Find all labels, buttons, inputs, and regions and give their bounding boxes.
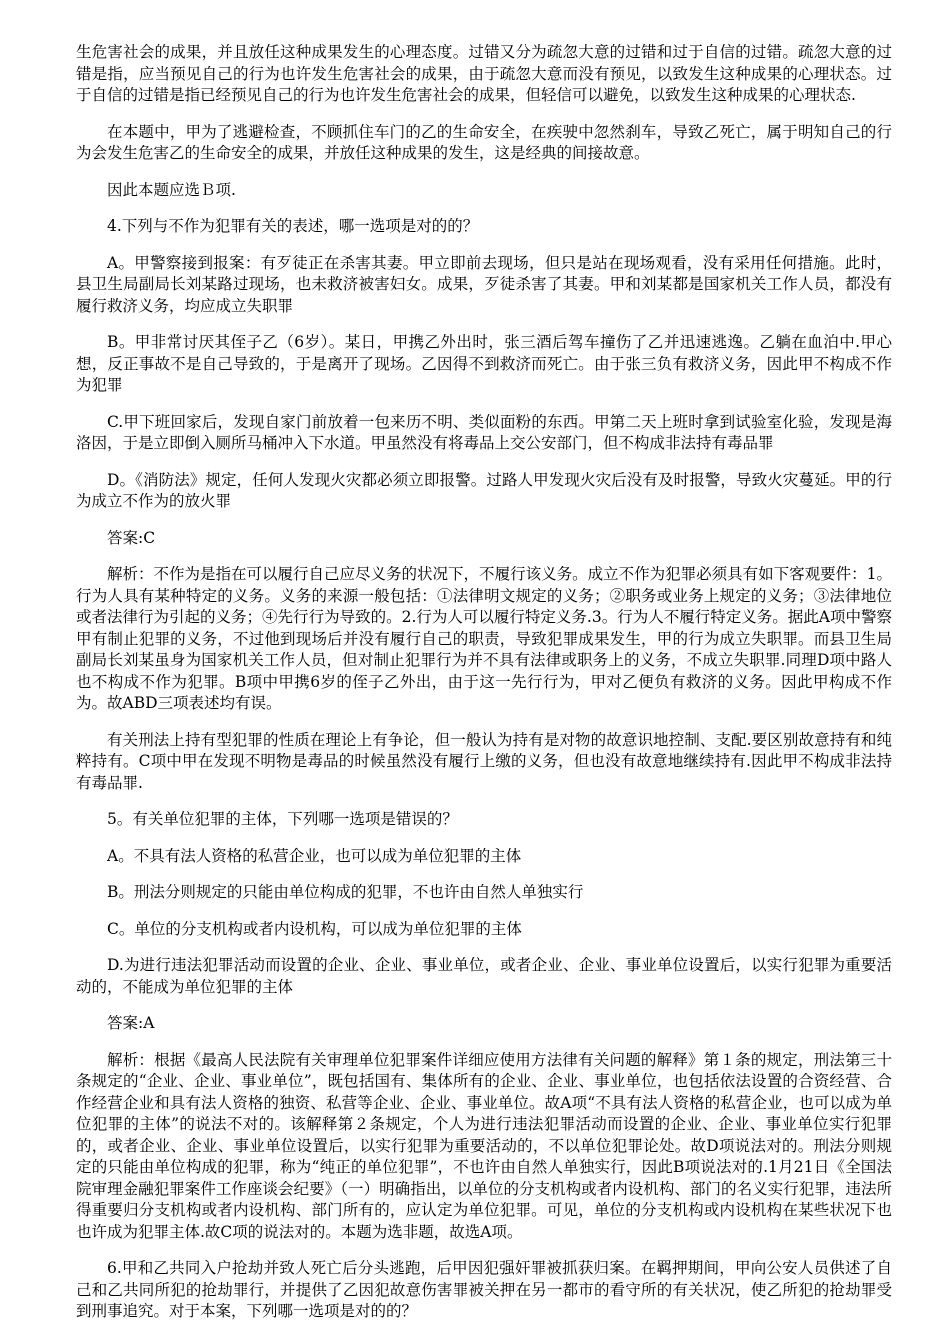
question-5-stem: 5。有关单位犯罪的主体，下列哪一选项是错误的？ bbox=[107, 810, 458, 828]
question-4-option-a: A。甲警察接到报案：有歹徒正在杀害其妻。甲立即前去现场，但只是站在现场观看，没有采用任何措施。此时，县卫生局副局长刘某路过现场，也未救济被害妇女。成果，歹徒杀害了其妻。甲和刘某都是国家机关工作人员，都没有履行救济义务，均应成立失职罪 bbox=[76, 253, 892, 315]
question-6-stem: 6.甲和乙共同入户抢劫并致人死亡后分头逃跑，后甲因犯强奸罪被抓获归案。在羁押期间，甲向公安人员供述了自己和乙共同所犯的抢劫罪行，并提供了乙因犯故意伤害罪被关押在另一都市的看守所的有关状况，使乙所犯的抢劫罪受到刑事追究。对于本案，下列哪一选项是对的的？ bbox=[76, 1259, 892, 1320]
question-4-option-b: B。甲非常讨厌其侄子乙（6岁）。某日，甲携乙外出时，张三酒后驾车撞伤了乙并迅速逃逸。乙躺在血泊中.甲心想，反正事故不是自己导致的，于是离开了现场。乙因得不到救济而死亡。由于张三负有救济义务，因此甲不构成不作为犯罪 bbox=[76, 333, 892, 394]
paragraph-fault-definition: 生危害社会的成果，并且放任这种成果发生的心理态度。过错又分为疏忽大意的过错和过于自信的过错。疏忽大意的过错是指，应当预见自己的行为也许发生危害社会的成果，由于疏忽大意而没有预见，以致发生这种成果的心理状态。过于自信的过错是指已经预见自己的行为也许发生危害社会的成果，但轻信可以避免，以致发生这种成果的心理状态. bbox=[76, 43, 892, 104]
paragraph-conclusion-b: 因此本题应选Ｂ项. bbox=[107, 180, 236, 199]
question-4-answer: 答案:C bbox=[107, 528, 156, 547]
paragraph-indirect-intent-analysis: 在本题中，甲为了逃避检查，不顾抓住车门的乙的生命安全，在疾驶中忽然刹车，导致乙死亡，属于明知自己的行为会发生危害乙的生命安全的成果，并放任这种成果的发生，这是经典的间接故意。 bbox=[76, 122, 892, 162]
question-4-option-d: D。《消防法》规定，任何人发现火灾都必须立即报警。过路人甲发现火灾后没有及时报警，导致火灾蔓延。甲的行为成立不作为的放火罪 bbox=[76, 470, 892, 510]
question-4-analysis-continued: 有关刑法上持有型犯罪的性质在理论上有争论，但一般认为持有是对物的故意识地控制、支配.要区别故意持有和纯粹持有。C项中甲在发现不明物是毒品的时候虽然没有履行上缴的义务，但也没有故意地继续持有.因此甲不构成非法持有毒品罪. bbox=[76, 730, 892, 792]
question-5-option-c: C。单位的分支机构或者内设机构，可以成为单位犯罪的主体 bbox=[107, 919, 522, 938]
question-4-option-c: C.甲下班回家后，发现自家门前放着一包来历不明、类似面粉的东西。甲第二天上班时拿到试验室化验，发现是海洛因，于是立即倒入厕所马桶冲入下水道。甲虽然没有将毒品上交公安部门，但不构成非法持有毒品罪 bbox=[76, 412, 892, 452]
question-5-analysis: 解析：根据《最高人民法院有关审理单位犯罪案件详细应使用方法律有关问题的解释》第１条的规定，刑法第三十条规定的“企业、企业、事业单位”，既包括国有、集体所有的企业、企业、事业单位，也包括依法设置的合资经营、合作经营企业和具有法人资格的独资、私营等企业、企业、事业单位。故A项“不具有法人资格的私营企业，也可以成为单位犯罪的主体”的说法不对的。该解释第２条规定，个人为进行违法犯罪活动而设置的企业、企业、事业单位实行犯罪的，或者企业、企业、事业单位设置后，以实行犯罪为重要活动的，不以单位犯罪论处。故D项说法对的。刑法分则规定的只能由单位构成的犯罪，称为“纯正的单位犯罪”，不也许由自然人单独实行，因此B项说法对的.1月21日《全国法院审理金融犯罪案件工作座谈会纪要》（一）明确指出，以单位的分支机构或者内设机构、部门的名义实行犯罪，违法所得重要归分支机构或者内设机构、部门所有的，应认定为单位犯罪。可见，单位的分支机构或内设机构在某些状况下也也许成为犯罪主体.故C项的说法对的。本题为选非题，故选A项。 bbox=[76, 1050, 892, 1241]
question-5-option-d: D.为进行违法犯罪活动而设置的企业、企业、事业单位，或者企业、企业、事业单位设置后，以实行犯罪为重要活动的，不能成为单位犯罪的主体 bbox=[76, 956, 892, 996]
question-5-option-b: B。刑法分则规定的只能由单位构成的犯罪，不也许由自然人单独实行 bbox=[107, 883, 584, 901]
question-5-option-a: A。不具有法人资格的私营企业，也可以成为单位犯罪的主体 bbox=[107, 846, 522, 865]
question-4-stem: 4.下列与不作为犯罪有关的表述，哪一选项是对的的？ bbox=[107, 217, 479, 235]
question-4-analysis: 解析：不作为是指在可以履行自己应尽义务的状况下，不履行该义务。成立不作为犯罪必须具有如下客观要件：1。行为人具有某种特定的义务。义务的来源一般包括：①法律明文规定的义务；②职务或业务上规定的义务；③法律地位或者法律行为引起的义务；④先行行为导致的。2.行为人可以履行特定义务.3。行为人不履行特定义务。据此A项中警察甲有制止犯罪的义务，不过他到现场后并没有履行自己的职责，导致犯罪成果发生，甲的行为成立失职罪。而县卫生局副局长刘某虽身为国家机关工作人员，但对制止犯罪行为并不具有法律或职务上的义务，不成立失职罪.同理D项中路人也不构成不作为犯罪。B项中甲携6岁的侄子乙外出，由于这一先行行为，甲对乙便负有救济的义务。因此甲构成不作为。故ABD三项表述均有误。 bbox=[76, 565, 892, 712]
question-5-answer: 答案:A bbox=[107, 1014, 155, 1032]
